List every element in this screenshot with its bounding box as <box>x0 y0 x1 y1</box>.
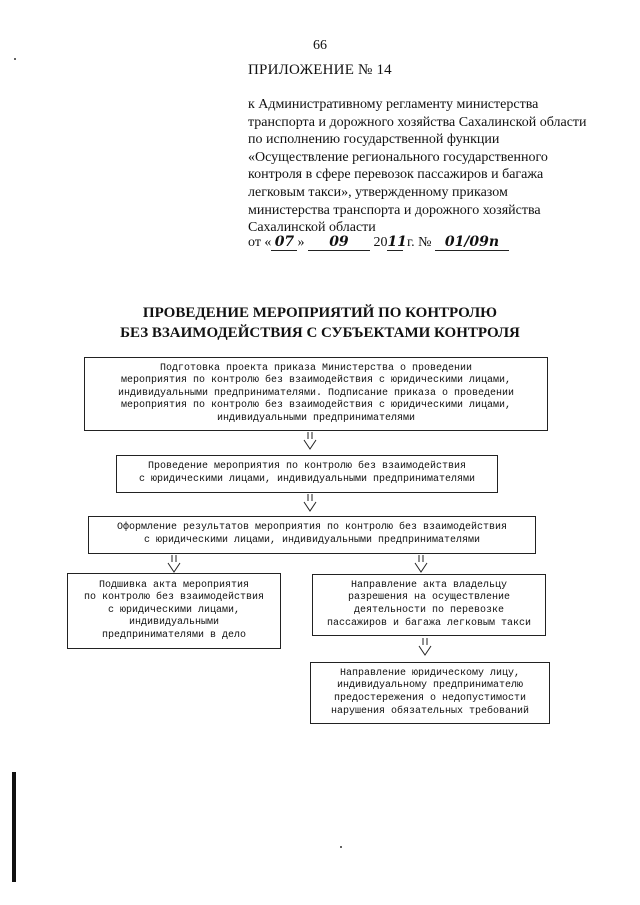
document-title-line2: БЕЗ ВЗАИМОДЕЙСТВИЯ С СУБЪЕКТАМИ КОНТРОЛЯ <box>120 325 520 341</box>
arrow-down-icon <box>167 555 181 573</box>
scan-speck <box>340 846 342 848</box>
arrow-down-icon <box>414 555 428 573</box>
step-send-warning-text: Направление юридическому лицу, индивидуальному предпринимателю предостережения о недопустимости нарушения обязательных требований <box>330 667 530 717</box>
approval-day: 07 <box>271 234 297 251</box>
flowchart-step-send-warning <box>310 662 550 724</box>
step-document-results-text: Оформление результатов мероприятия по контролю без взаимодействия с юридическими лицами, индивидуальными предпринимателями <box>116 522 508 546</box>
flowchart-step-prepare-order <box>84 357 548 431</box>
scan-speck <box>14 58 16 60</box>
arrow-down-icon <box>303 432 317 450</box>
step-send-act-text: Направление акта владельцу разрешения на осуществление деятельности по перевозке пассажиров и багажа легковым такси <box>326 579 532 629</box>
step-file-act-text: Подшивка акта мероприятия по контролю без взаимодействия с юридическими лицами, индивидуальными предпринимателями в дело <box>83 579 265 641</box>
flowchart-step-conduct <box>116 455 498 493</box>
flowchart-step-file-act <box>67 573 281 649</box>
approval-year-suffix: 11 <box>387 234 407 250</box>
approval-prefix: от « <box>248 235 272 250</box>
approval-number-label: г. № <box>406 235 432 250</box>
approval-line <box>248 234 593 251</box>
binding-edge-mark <box>12 772 16 882</box>
flowchart-step-send-act <box>312 574 546 636</box>
regulation-reference: к Административному регламенту министерства транспорта и дорожного хозяйства Сахалинской области по исполнению государственной функции «Осуществление регионального государственного контроля в сфере перевозок пассажиров и багажа легковым такси», утвержденному приказом министерства транспорта и дорожного хозяйства Сахалинской области <box>248 97 587 236</box>
approval-number: 01/09п <box>435 234 509 251</box>
approval-year-prefix: 20 <box>373 235 388 250</box>
appendix-title: ПРИЛОЖЕНИЕ № 14 <box>248 62 392 78</box>
approval-month: 09 <box>308 234 370 251</box>
document-title-line1: ПРОВЕДЕНИЕ МЕРОПРИЯТИЙ ПО КОНТРОЛЮ <box>142 305 498 321</box>
document-title <box>0 303 640 343</box>
arrow-down-icon <box>418 638 432 656</box>
arrow-down-icon <box>303 494 317 512</box>
step-prepare-order-text: Подготовка проекта приказа Министерства о проведении мероприятия по контролю без взаимодействия с юридическими лицами, индивидуальными предпринимателями. Подписание приказа о проведении мероприятия по контролю без взаимодействия с юридическими лицами, индивидуальными предпринимателями <box>117 362 515 424</box>
flowchart-step-document-results <box>88 516 536 554</box>
page-number: 66 <box>313 38 327 53</box>
approval-mid: » <box>297 235 305 250</box>
step-conduct-text: Проведение мероприятия по контролю без взаимодействия с юридическими лицами, индивидуальными предпринимателями <box>138 461 476 485</box>
